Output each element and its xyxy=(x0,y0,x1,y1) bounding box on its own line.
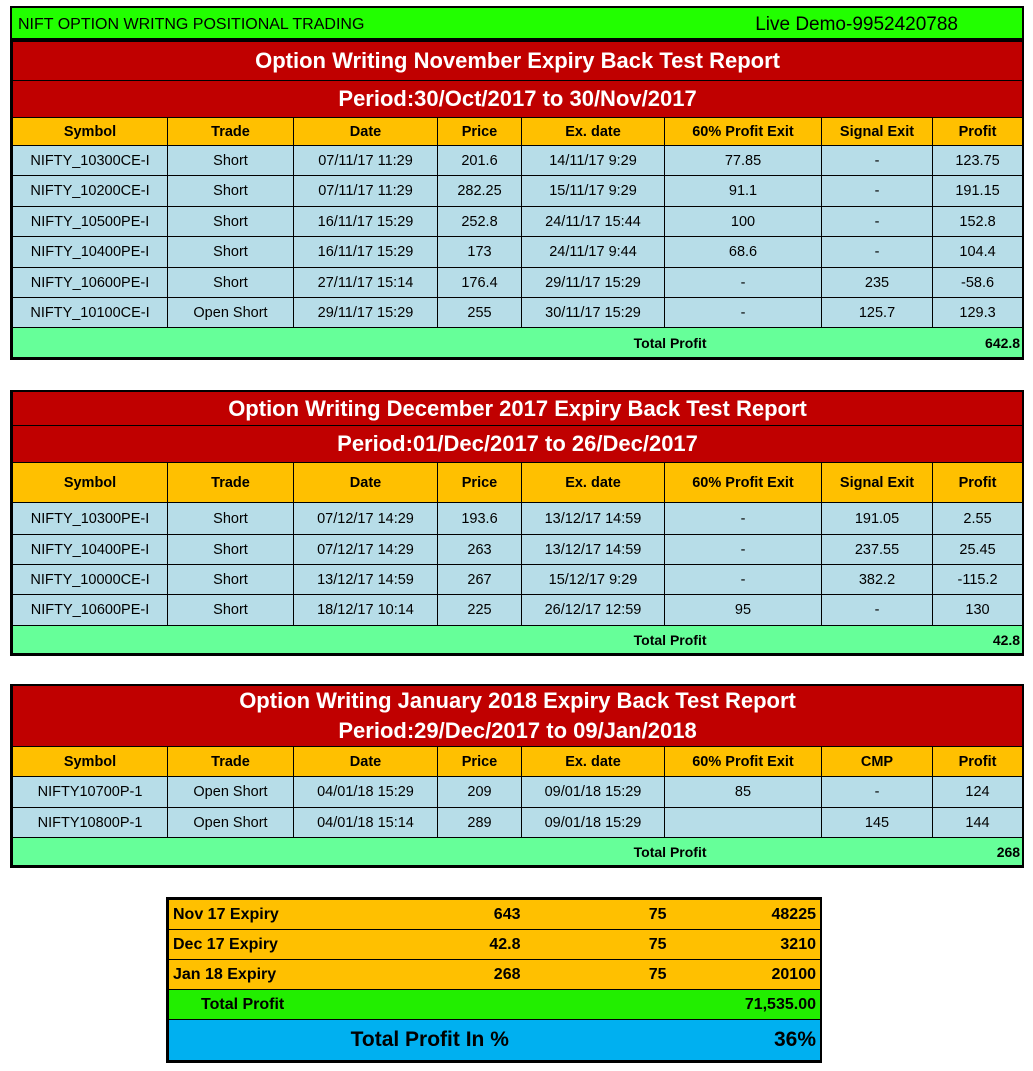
cell-trade: Short xyxy=(168,268,294,298)
cell-exit-date: 26/12/17 12:59 xyxy=(522,595,665,626)
cell-cmp: - xyxy=(822,777,933,808)
cell-profit-exit: 91.1 xyxy=(665,176,822,207)
cell-exit-date: 09/01/18 15:29 xyxy=(522,808,665,838)
total-value: 268 xyxy=(933,838,1023,866)
cell-profit-exit: 100 xyxy=(665,207,822,237)
report-period: Period:29/Dec/2017 to 09/Jan/2018 xyxy=(13,716,1023,747)
cell-trade: Short xyxy=(168,176,294,207)
cell-exit-date: 29/11/17 15:29 xyxy=(522,268,665,298)
total-label: Total Profit xyxy=(13,328,933,358)
cell-profit: -115.2 xyxy=(933,565,1023,595)
col-header-profit-exit: 60% Profit Exit xyxy=(665,118,822,146)
cell-signal-exit: 235 xyxy=(822,268,933,298)
cell-profit: 191.15 xyxy=(933,176,1023,207)
summary-row xyxy=(169,900,821,930)
table-row xyxy=(13,565,1023,595)
table-row xyxy=(13,503,1023,535)
november-report xyxy=(10,40,1024,360)
total-label: Total Profit xyxy=(13,838,933,866)
cell-date: 29/11/17 15:29 xyxy=(294,298,438,328)
col-header-profit: Profit xyxy=(933,118,1023,146)
summary-amount: 48225 xyxy=(671,900,821,930)
january-report xyxy=(10,684,1024,868)
cell-price: 263 xyxy=(438,535,522,565)
summary-points: 643 xyxy=(359,900,525,930)
banner-contact: Live Demo-9952420788 xyxy=(755,14,958,35)
top-banner xyxy=(10,6,1024,40)
cell-signal-exit: 237.55 xyxy=(822,535,933,565)
cell-symbol: NIFTY_10400PE-I xyxy=(13,535,168,565)
cell-exit-date: 30/11/17 15:29 xyxy=(522,298,665,328)
col-header-profit-exit: 60% Profit Exit xyxy=(665,463,822,503)
cell-profit-exit: 68.6 xyxy=(665,237,822,268)
total-row xyxy=(13,626,1023,654)
cell-profit: 123.75 xyxy=(933,146,1023,176)
banner-title: NIFT OPTION WRITNG POSITIONAL TRADING xyxy=(18,16,365,33)
summary-lot: 75 xyxy=(525,900,671,930)
cell-price: 255 xyxy=(438,298,522,328)
cell-price: 225 xyxy=(438,595,522,626)
col-header-signal-exit: Signal Exit xyxy=(822,463,933,503)
cell-date: 16/11/17 15:29 xyxy=(294,237,438,268)
cell-exit-date: 24/11/17 15:44 xyxy=(522,207,665,237)
summary-expiry: Nov 17 Expiry xyxy=(169,900,359,930)
cell-profit-exit: 85 xyxy=(665,777,822,808)
cell-symbol: NIFTY_10300CE-I xyxy=(13,146,168,176)
cell-price: 267 xyxy=(438,565,522,595)
cell-price: 282.25 xyxy=(438,176,522,207)
cell-price: 201.6 xyxy=(438,146,522,176)
cell-price: 173 xyxy=(438,237,522,268)
col-header-trade: Trade xyxy=(168,747,294,777)
summary-percent-value: 36% xyxy=(671,1020,821,1061)
cell-signal-exit: 191.05 xyxy=(822,503,933,535)
cell-profit-exit: - xyxy=(665,565,822,595)
cell-trade: Short xyxy=(168,237,294,268)
summary-amount: 3210 xyxy=(671,930,821,960)
cell-exit-date: 15/11/17 9:29 xyxy=(522,176,665,207)
total-value: 642.8 xyxy=(933,328,1023,358)
cell-profit: 152.8 xyxy=(933,207,1023,237)
col-header-cmp: CMP xyxy=(822,747,933,777)
report-title: Option Writing January 2018 Expiry Back Test Report xyxy=(13,686,1023,716)
report-period: Period:01/Dec/2017 to 26/Dec/2017 xyxy=(13,426,1023,463)
table-row xyxy=(13,237,1023,268)
cell-profit: 129.3 xyxy=(933,298,1023,328)
table-row xyxy=(13,535,1023,565)
col-header-symbol: Symbol xyxy=(13,463,168,503)
summary-expiry: Jan 18 Expiry xyxy=(169,960,359,990)
cell-exit-date: 13/12/17 14:59 xyxy=(522,535,665,565)
cell-date: 04/01/18 15:29 xyxy=(294,777,438,808)
summary-table xyxy=(166,897,822,1063)
total-value: 42.8 xyxy=(933,626,1023,654)
cell-signal-exit: 382.2 xyxy=(822,565,933,595)
cell-symbol: NIFTY_10300PE-I xyxy=(13,503,168,535)
cell-exit-date: 24/11/17 9:44 xyxy=(522,237,665,268)
cell-profit-exit: 95 xyxy=(665,595,822,626)
table-row xyxy=(13,207,1023,237)
cell-profit-exit: - xyxy=(665,268,822,298)
cell-signal-exit: - xyxy=(822,237,933,268)
cell-price: 193.6 xyxy=(438,503,522,535)
summary-percent-row xyxy=(169,1020,821,1061)
cell-date: 16/11/17 15:29 xyxy=(294,207,438,237)
cell-exit-date: 14/11/17 9:29 xyxy=(522,146,665,176)
cell-signal-exit: - xyxy=(822,176,933,207)
col-header-exit-date: Ex. date xyxy=(522,118,665,146)
cell-signal-exit: - xyxy=(822,595,933,626)
cell-date: 13/12/17 14:59 xyxy=(294,565,438,595)
cell-exit-date: 09/01/18 15:29 xyxy=(522,777,665,808)
cell-symbol: NIFTY_10200CE-I xyxy=(13,176,168,207)
cell-exit-date: 15/12/17 9:29 xyxy=(522,565,665,595)
col-header-date: Date xyxy=(294,747,438,777)
table-row xyxy=(13,176,1023,207)
cell-symbol: NIFTY_10000CE-I xyxy=(13,565,168,595)
col-header-profit: Profit xyxy=(933,463,1023,503)
cell-price: 176.4 xyxy=(438,268,522,298)
cell-trade: Short xyxy=(168,595,294,626)
summary-row xyxy=(169,930,821,960)
col-header-exit-date: Ex. date xyxy=(522,747,665,777)
december-report xyxy=(10,390,1024,656)
col-header-date: Date xyxy=(294,118,438,146)
cell-trade: Short xyxy=(168,146,294,176)
summary-expiry: Dec 17 Expiry xyxy=(169,930,359,960)
col-header-symbol: Symbol xyxy=(13,747,168,777)
cell-symbol: NIFTY_10400PE-I xyxy=(13,237,168,268)
report-title: Option Writing November Expiry Back Test Report xyxy=(13,42,1023,81)
table-row xyxy=(13,268,1023,298)
cell-profit: 144 xyxy=(933,808,1023,838)
cell-profit-exit: - xyxy=(665,298,822,328)
col-header-price: Price xyxy=(438,747,522,777)
summary-total-row xyxy=(169,990,821,1020)
cell-trade: Short xyxy=(168,535,294,565)
cell-profit-exit: - xyxy=(665,535,822,565)
cell-trade: Open Short xyxy=(168,298,294,328)
cell-signal-exit: 125.7 xyxy=(822,298,933,328)
cell-trade: Open Short xyxy=(168,777,294,808)
summary-total-value: 71,535.00 xyxy=(525,990,821,1020)
november-table xyxy=(12,42,1023,358)
cell-trade: Short xyxy=(168,565,294,595)
summary-lot: 75 xyxy=(525,960,671,990)
cell-profit: 2.55 xyxy=(933,503,1023,535)
table-row xyxy=(13,595,1023,626)
cell-symbol: NIFTY_10600PE-I xyxy=(13,595,168,626)
table-row xyxy=(13,146,1023,176)
cell-symbol: NIFTY_10100CE-I xyxy=(13,298,168,328)
total-row xyxy=(13,838,1023,866)
cell-profit: 130 xyxy=(933,595,1023,626)
col-header-signal-exit: Signal Exit xyxy=(822,118,933,146)
cell-date: 27/11/17 15:14 xyxy=(294,268,438,298)
cell-cmp: 145 xyxy=(822,808,933,838)
col-header-price: Price xyxy=(438,463,522,503)
summary-row xyxy=(169,960,821,990)
report-period: Period:30/Oct/2017 to 30/Nov/2017 xyxy=(13,81,1023,118)
summary-points: 268 xyxy=(359,960,525,990)
col-header-symbol: Symbol xyxy=(13,118,168,146)
cell-trade: Open Short xyxy=(168,808,294,838)
cell-price: 252.8 xyxy=(438,207,522,237)
col-header-price: Price xyxy=(438,118,522,146)
table-row xyxy=(13,808,1023,838)
col-header-trade: Trade xyxy=(168,118,294,146)
cell-date: 07/12/17 14:29 xyxy=(294,503,438,535)
col-header-trade: Trade xyxy=(168,463,294,503)
cell-signal-exit: - xyxy=(822,146,933,176)
total-row xyxy=(13,328,1023,358)
december-table xyxy=(12,392,1023,654)
cell-symbol: NIFTY_10600PE-I xyxy=(13,268,168,298)
summary-total-label: Total Profit xyxy=(169,990,525,1020)
cell-symbol: NIFTY10700P-1 xyxy=(13,777,168,808)
summary-lot: 75 xyxy=(525,930,671,960)
cell-date: 07/11/17 11:29 xyxy=(294,146,438,176)
cell-trade: Short xyxy=(168,503,294,535)
cell-trade: Short xyxy=(168,207,294,237)
table-row xyxy=(13,777,1023,808)
cell-profit-exit xyxy=(665,808,822,838)
january-table xyxy=(12,686,1023,866)
cell-signal-exit: - xyxy=(822,207,933,237)
table-row xyxy=(13,298,1023,328)
cell-profit: 25.45 xyxy=(933,535,1023,565)
cell-date: 07/12/17 14:29 xyxy=(294,535,438,565)
col-header-profit-exit: 60% Profit Exit xyxy=(665,747,822,777)
cell-symbol: NIFTY10800P-1 xyxy=(13,808,168,838)
cell-profit: 124 xyxy=(933,777,1023,808)
cell-price: 209 xyxy=(438,777,522,808)
col-header-profit: Profit xyxy=(933,747,1023,777)
cell-profit: -58.6 xyxy=(933,268,1023,298)
summary-points: 42.8 xyxy=(359,930,525,960)
col-header-exit-date: Ex. date xyxy=(522,463,665,503)
cell-profit-exit: 77.85 xyxy=(665,146,822,176)
cell-profit: 104.4 xyxy=(933,237,1023,268)
summary-percent-label: Total Profit In % xyxy=(169,1020,671,1061)
summary-amount: 20100 xyxy=(671,960,821,990)
col-header-date: Date xyxy=(294,463,438,503)
cell-date: 18/12/17 10:14 xyxy=(294,595,438,626)
report-title: Option Writing December 2017 Expiry Back Test Report xyxy=(13,392,1023,426)
cell-date: 07/11/17 11:29 xyxy=(294,176,438,207)
total-label: Total Profit xyxy=(13,626,933,654)
cell-price: 289 xyxy=(438,808,522,838)
cell-profit-exit: - xyxy=(665,503,822,535)
cell-date: 04/01/18 15:14 xyxy=(294,808,438,838)
cell-exit-date: 13/12/17 14:59 xyxy=(522,503,665,535)
cell-symbol: NIFTY_10500PE-I xyxy=(13,207,168,237)
